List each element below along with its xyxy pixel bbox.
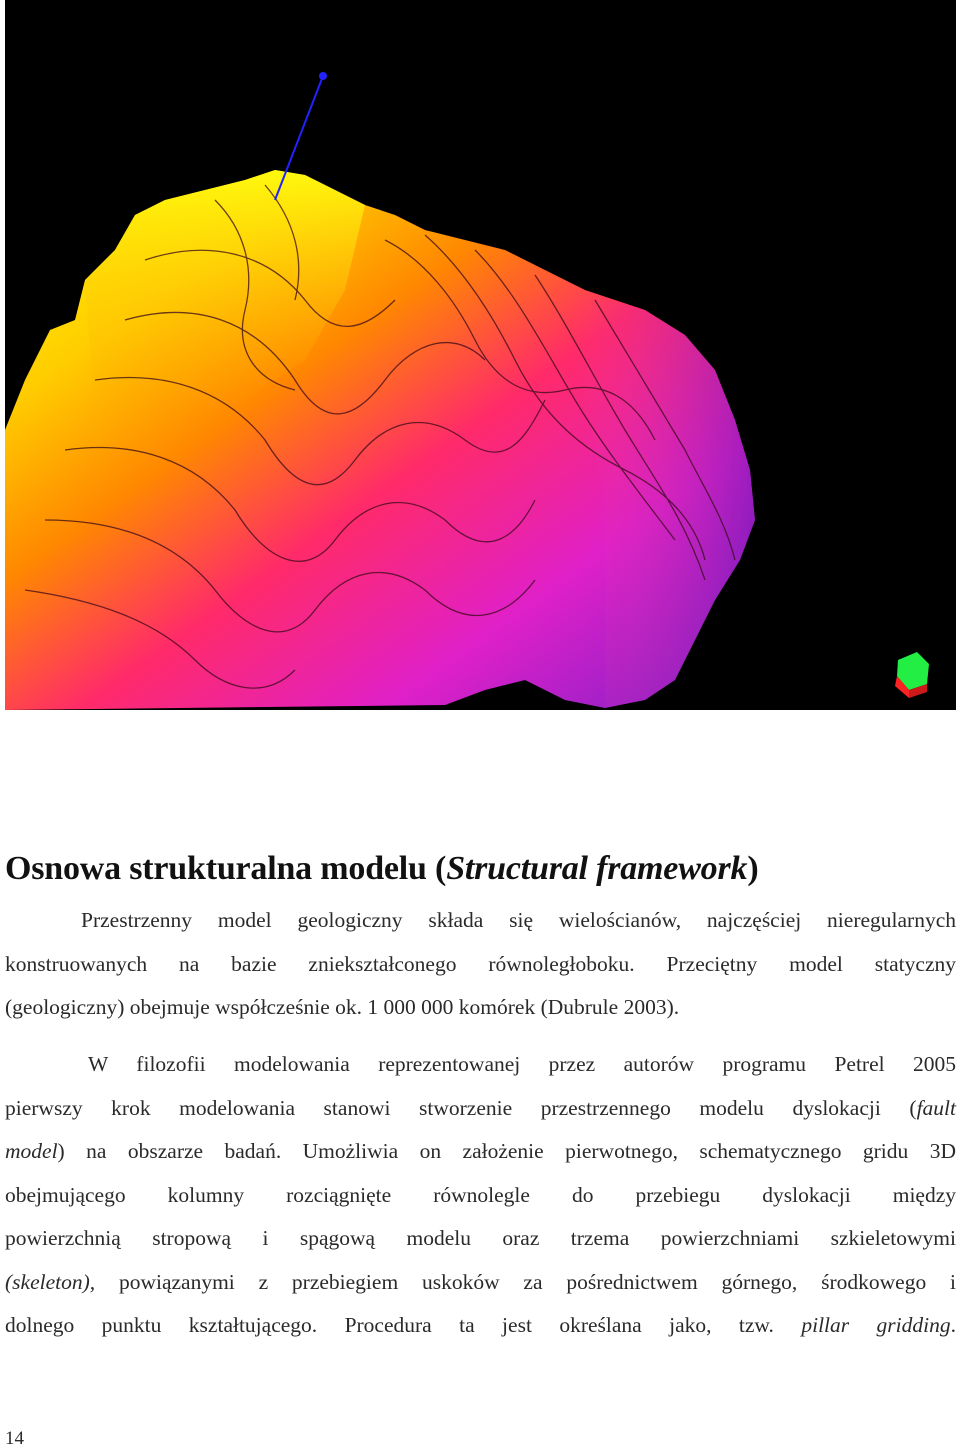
- paragraph-2-italic: fault: [916, 1095, 956, 1120]
- paragraph-2-line: [5, 1261, 956, 1305]
- axis-tip: [319, 72, 327, 80]
- paragraph-2-text: .: [950, 1313, 956, 1337]
- paragraph-1: [5, 899, 956, 1030]
- paragraph-2-text: pierwszy krok modelowania stanowi stworzenie przestrzennego modelu dyslokacji (: [5, 1095, 917, 1120]
- paragraph-2-line: obejmującego kolumny rozciągnięte równolegle do przebiegu dyslokacji między: [5, 1182, 956, 1207]
- paragraph-2-italic: (skeleton),: [5, 1269, 96, 1294]
- paragraph-2-italic: model: [5, 1139, 58, 1163]
- paragraph-1-line: (geologiczny) obejmuje współcześnie ok. 1 000 000 komórek (Dubrule 2003).: [5, 995, 680, 1019]
- paragraph-2-line: [5, 1087, 956, 1131]
- paragraph-2-italic: pillar gridding: [801, 1313, 951, 1337]
- paragraph-2-text: powiązanymi z przebiegiem uskoków za pośrednictwem górnego, środkowego i: [95, 1269, 956, 1294]
- paragraph-1-line: Przestrzenny model geologiczny składa się wielościanów, najczęściej nieregularnych: [81, 908, 956, 932]
- paragraph-2-line: [5, 1130, 956, 1174]
- paragraph-2-text: ) na obszarze badań. Umożliwia on założenie pierwotnego, schematycznego gridu 3D: [57, 1139, 956, 1163]
- section-title-italic: Structural framework: [446, 850, 748, 887]
- paragraph-2-text: dolnego punktu kształtującego. Procedura ta jest określana jako, tzw.: [5, 1313, 802, 1337]
- paragraph-2-line: [5, 1304, 956, 1348]
- geological-3d-model-figure: [5, 0, 956, 710]
- surface-render: [5, 0, 956, 710]
- section-title-text: Osnowa strukturalna modelu (: [5, 850, 447, 887]
- paragraph-2: [5, 1043, 956, 1348]
- section-title: [5, 850, 758, 888]
- paragraph-2-line: W filozofii modelowania reprezentowanej przez autorów programu Petrel 2005: [88, 1052, 956, 1076]
- paragraph-2-line: powierzchnią stropową i spągową modelu oraz trzema powierzchniami szkieletowymi: [5, 1226, 956, 1250]
- section-title-close: ): [747, 850, 759, 887]
- page-number: 14: [5, 1428, 24, 1449]
- paragraph-1-line: konstruowanych na bazie zniekształconego równoległoboku. Przeciętny model statyczny: [5, 951, 956, 976]
